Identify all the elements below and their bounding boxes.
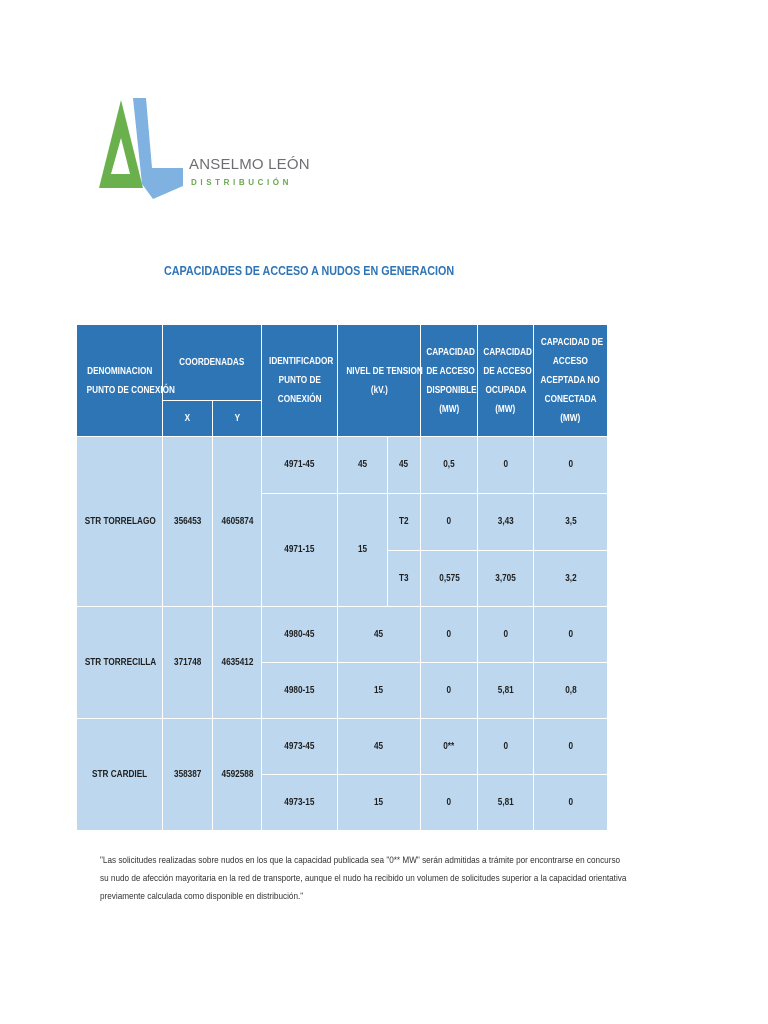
footnote: [100, 852, 627, 906]
cell-identificador: 4973-45: [262, 719, 338, 775]
cell-aceptada: 0: [534, 775, 608, 831]
cell-y: 4605874: [213, 437, 262, 607]
cell-denominacion: STR CARDIEL: [77, 719, 163, 831]
cell-identificador: 4980-15: [262, 663, 338, 719]
cell-disponible: 0: [421, 494, 478, 551]
cell-disponible: 0**: [421, 719, 478, 775]
header-x: X: [163, 401, 213, 437]
cell-ocupada: 0: [478, 719, 534, 775]
logo-name: ANSELMO LEÓN: [189, 156, 310, 173]
cell-nivel: 15: [338, 663, 421, 719]
logo-mark-icon: [96, 94, 196, 204]
page-title: CAPACIDADES DE ACCESO A NUDOS EN GENERACION: [164, 264, 455, 278]
cell-subnivel: T3: [388, 551, 421, 607]
cell-identificador: 4980-45: [262, 607, 338, 663]
header-coordenadas: COORDENADAS: [163, 325, 262, 401]
cell-identificador: 4973-15: [262, 775, 338, 831]
cell-nivel: 45: [338, 607, 421, 663]
cell-denominacion: STR TORRELAGO: [77, 437, 163, 607]
cell-aceptada: 3,2: [534, 551, 608, 607]
cell-disponible: 0: [421, 607, 478, 663]
cell-denominacion: STR TORRECILLA: [77, 607, 163, 719]
cell-nivel: 45: [338, 719, 421, 775]
cell-aceptada: 0: [534, 437, 608, 494]
cell-subnivel: T2: [388, 494, 421, 551]
header-capacidad-aceptada: CAPACIDAD DE ACCESO ACEPTADA NO CONECTADA (MW): [534, 325, 608, 437]
cell-identificador: 4971-45: [262, 437, 338, 494]
cell-disponible: 0,5: [421, 437, 478, 494]
cell-aceptada: 0: [534, 719, 608, 775]
cell-ocupada: 5,81: [478, 663, 534, 719]
table-row: [77, 437, 608, 494]
cell-ocupada: 5,81: [478, 775, 534, 831]
footnote-line: su nudo de afección mayoritaria en la red de transporte, aunque el nudo ha recibido un volumen de solicitudes superior a la capacidad orientativa: [100, 873, 627, 884]
cell-nivel: 45: [338, 437, 388, 494]
cell-ocupada: 3,705: [478, 551, 534, 607]
cell-y: 4635412: [213, 607, 262, 719]
logo-tagline: DISTRIBUCIÓN: [191, 178, 292, 187]
table-row: [77, 607, 608, 663]
header-y: Y: [213, 401, 262, 437]
capacity-table: [76, 324, 608, 831]
footnote-line: previamente calculada como disponible en distribución.": [100, 891, 304, 902]
cell-ocupada: 0: [478, 437, 534, 494]
cell-y: 4592588: [213, 719, 262, 831]
cell-aceptada: 0,8: [534, 663, 608, 719]
cell-x: 358387: [163, 719, 213, 831]
cell-x: 356453: [163, 437, 213, 607]
table-row: [77, 719, 608, 775]
header-nivel-tension: NIVEL DE TENSION (kV.): [338, 325, 421, 437]
cell-x: 371748: [163, 607, 213, 719]
cell-ocupada: 0: [478, 607, 534, 663]
cell-ocupada: 3,43: [478, 494, 534, 551]
footnote-line: "Las solicitudes realizadas sobre nudos en los que la capacidad publicada sea "0** MW" serán admitidas a trámite por encontrarse en concurso: [100, 855, 621, 866]
cell-disponible: 0,575: [421, 551, 478, 607]
header-denominacion: DENOMINACION PUNTO DE CONEXIÓN: [77, 325, 163, 437]
company-logo: [96, 94, 310, 204]
cell-disponible: 0: [421, 663, 478, 719]
cell-identificador: 4971-15: [262, 494, 338, 607]
cell-nivel: 15: [338, 775, 421, 831]
cell-subnivel: 45: [388, 437, 421, 494]
cell-aceptada: 3,5: [534, 494, 608, 551]
cell-nivel: 15: [338, 494, 388, 607]
cell-aceptada: 0: [534, 607, 608, 663]
header-capacidad-disponible: CAPACIDAD DE ACCESO DISPONIBLE (MW): [421, 325, 478, 437]
header-identificador: IDENTIFICADOR PUNTO DE CONEXIÓN: [262, 325, 338, 437]
header-capacidad-ocupada: CAPACIDAD DE ACCESO OCUPADA (MW): [478, 325, 534, 437]
cell-disponible: 0: [421, 775, 478, 831]
